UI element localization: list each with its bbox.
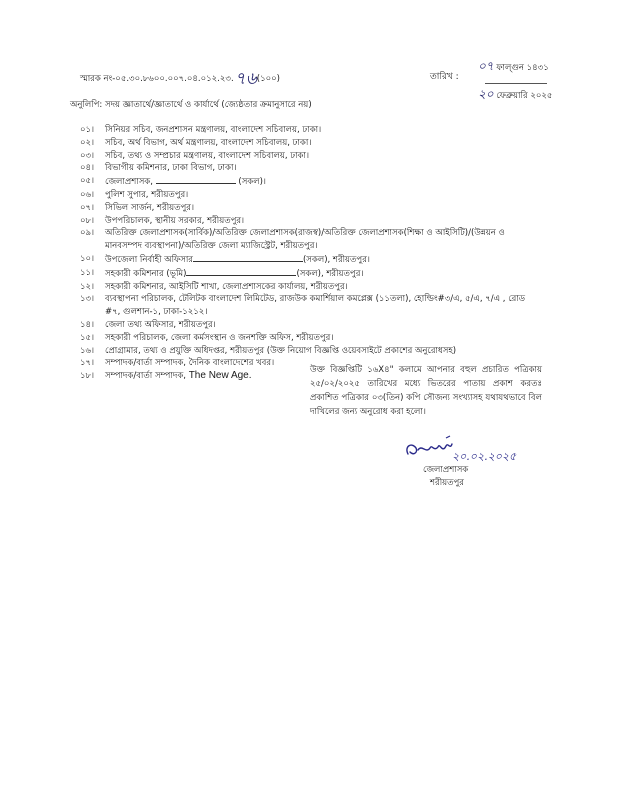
date-divider (485, 83, 547, 84)
blank-line (186, 267, 296, 276)
list-item: ১৫। সহকারী পরিচালক, জেলা কর্মসংস্থান ও জনশক্তি অফিস, শরীয়তপুর। (80, 332, 334, 343)
list-item: ০৪। বিভাগীয় কমিশনার, ঢাকা বিভাগ, ঢাকা। (80, 163, 237, 174)
list-item: ০৭। সিভিল সার্জন, শরীয়তপুর। (80, 202, 195, 213)
memo-handwritten-number: ৭৬ (234, 69, 257, 89)
list-item: ১৩। ব্যবস্থাপনা পরিচালক, টেলিটক বাংলাদেশ লিমিটেড, রাজউক কমার্শিয়াল কমপ্লেক্স (১১তলা), হোল্ডিং#৩/এ, ৫/এ, ৭/এ , রোড #৭, গুলশান-১, ঢাকা-১২১২। (80, 294, 526, 318)
recipient-list (80, 124, 540, 383)
memo-number (80, 66, 280, 94)
list-item: ১২। সহকারী কমিশনার, আইসিটি শাখা, জেলাপ্রশাসকের কার্যালয়, শরীয়তপুর। (80, 281, 348, 292)
blank-line (156, 175, 236, 184)
signature-date: ২০.০২.২০২৫ (452, 450, 517, 463)
publish-note: উক্ত বিজ্ঞপ্তিটি ১৬X৪" কলামে আপনার বহুল প্রচারিত পত্রিকায় ২৫/০২/২০২৫ তারিখের মধ্যে ভিতরের পাতায় প্রকাশ করতঃ প্রকাশিত পত্রিকার ০৩(তিন) কপি সৌজন্য সংখ্যাসহ যথাযথভাবে বিল দাখিলের জন্য অনুরোধ করা হলো। (310, 365, 542, 417)
date-greg-rest: ফেব্রুয়ারি ২০২৫ (496, 91, 553, 101)
list-item: ১৭। সম্পাদক/বার্তা সম্পাদক, দৈনিক বাংলাদেশের খবর। (80, 358, 275, 369)
list-item: ১৪। জেলা তথ্য অফিসার, শরীয়তপুর। (80, 319, 216, 330)
list-item: ০৬। পুলিশ সুপার, শরীয়তপুর। (80, 189, 189, 200)
list-item: ০৫। জেলাপ্রশাসক, (সকল)। (80, 176, 266, 188)
list-item: ১১। সহকারী কমিশনার (ভূমি) (সকল), শরীয়তপুর। (80, 267, 364, 279)
date-gregorian (478, 86, 552, 106)
signature-graphic (400, 432, 520, 464)
signatory-district: শরীয়তপুর (430, 478, 464, 488)
list-item: ০১। সিনিয়র সচিব, জনপ্রশাসন মন্ত্রণালয়, বাংলাদেশ সচিবালয়, ঢাকা। (80, 125, 322, 135)
list-item: ০৯। অতিরিক্ত জেলাপ্রশাসক(সার্বিক)/অতিরিক্ত জেলাপ্রশাসক(রাজস্ব)/অতিরিক্ত জেলাপ্রশাসক(শিক্ষা ও আইসিটি)/(উন্নয়ন ও মানবসম্পদ ব্যবস্থাপনা)/অতিরিক্ত জেলা ম্যাজিস্ট্রেট, শরীয়তপুর। (80, 228, 505, 252)
date-greg-day: ২০ (478, 87, 494, 101)
list-item: ১৮। সম্পাদক/বার্তা সম্পাদক, The New Age. (80, 370, 252, 382)
copy-note: অনুলিপি: সদয় জ্ঞাতার্থে/জ্ঞাতার্থে ও কার্যার্থে (জ্যেষ্ঠতার ক্রমানুসারে নয়) (70, 100, 312, 110)
memo-prefix: স্মারক নং-০৫.৩০.৮৬০০.০০৭.০৪.০১২.২৩. (80, 74, 234, 84)
list-item: ০২। সচিব, অর্থ বিভাগ, অর্থ মন্ত্রণালয়, বাংলাদেশ সচিবালয়, ঢাকা। (80, 137, 312, 148)
memo-suffix: (১০০) (256, 74, 280, 84)
date-label: তারিখ : (430, 72, 459, 82)
signatory-designation: জেলাপ্রশাসক (423, 465, 469, 475)
list-item: ০৩। সচিব, তথ্য ও সম্প্রচার মন্ত্রণালয়, বাংলাদেশ সচিবালয়, ঢাকা। (80, 150, 309, 161)
list-item: ০৮। উপপরিচালক, স্থানীয় সরকার, শরীয়তপুর। (80, 215, 245, 226)
date-bangla-rest: ফাল্গুন ১৪৩১ (496, 63, 549, 73)
list-item: ১০। উপজেলা নির্বাহী অফিসার (সকল), শরীয়তপুর। (80, 253, 370, 265)
list-item: ১৬। প্রোগ্রামার, তথ্য ও প্রযুক্তি অধিদপ্তর, শরীয়তপুর (উক্ত নিয়োগ বিজ্ঞপ্তি ওয়েবসাইটে প্রকাশের অনুরোধসহ) (80, 345, 457, 356)
date-bangla-day: ০৭ (478, 59, 494, 73)
date-bangla (478, 58, 549, 78)
blank-line (193, 253, 303, 262)
